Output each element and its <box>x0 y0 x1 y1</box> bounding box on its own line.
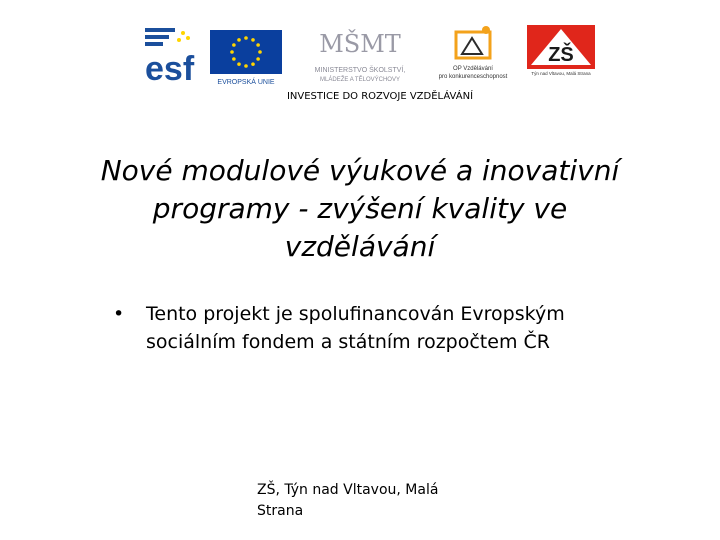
bullet-line: sociálním fondem a státním rozpočtem ČR <box>146 331 550 353</box>
esf-stripe <box>145 28 175 32</box>
eu-star <box>237 62 241 66</box>
eu-star <box>244 64 248 68</box>
msmt-mark: MŠMT <box>319 30 401 58</box>
op-caption-line1: OP Vzdělávání <box>453 66 493 72</box>
funding-bullet <box>113 300 633 356</box>
eu-star <box>251 62 255 66</box>
footer-line: Strana <box>257 503 304 519</box>
title-line: vzdělávání <box>284 230 436 263</box>
title-line: Nové modulové výukové a inovativní <box>100 154 620 187</box>
esf-stripe <box>145 35 169 39</box>
op-triangle <box>462 38 482 54</box>
eu-star <box>237 38 241 42</box>
esf-stripe <box>145 42 163 46</box>
esf-star <box>181 31 185 35</box>
footer-line: ZŠ, Týn nad Vltavou, Malá <box>257 482 439 498</box>
op-logo <box>432 20 514 84</box>
eu-star <box>244 36 248 40</box>
msmt-caption-line2: MLÁDEŽE A TĚLOVÝCHOVY <box>320 77 400 83</box>
investment-subtitle: INVESTICE DO ROZVOJE VZDĚLÁVÁNÍ <box>286 91 474 102</box>
school-logo <box>527 25 595 77</box>
school-footer <box>257 480 467 522</box>
eu-star <box>256 57 260 61</box>
esf-star <box>186 36 190 40</box>
op-caption-line2: pro konkurenceschopnost <box>438 74 508 80</box>
op-dot <box>482 26 490 34</box>
msmt-logo <box>300 24 420 86</box>
bullet-line: Tento projekt je spolufinancován Evropským <box>146 303 565 325</box>
title-line: programy - zvýšení kvality ve <box>152 192 568 225</box>
msmt-caption-line1: MINISTERSTVO ŠKOLSTVÍ, <box>314 67 406 74</box>
eu-flag-icon <box>210 30 282 86</box>
bullet-icon: • <box>113 303 125 325</box>
eu-star <box>251 38 255 42</box>
eu-star <box>232 43 236 47</box>
school-logo-caption: Týn nad Vltavou, Malá Strana <box>531 71 591 76</box>
esf-star <box>177 38 181 42</box>
esf-logo-text: esf <box>145 50 195 84</box>
eu-caption: EVROPSKÁ UNIE <box>217 79 275 86</box>
page-title <box>40 152 680 266</box>
eu-star <box>230 50 234 54</box>
eu-star <box>256 43 260 47</box>
esf-logo <box>143 28 207 84</box>
eu-star <box>232 57 236 61</box>
school-logo-mark: ZŠ <box>548 44 574 66</box>
eu-star <box>258 50 262 54</box>
